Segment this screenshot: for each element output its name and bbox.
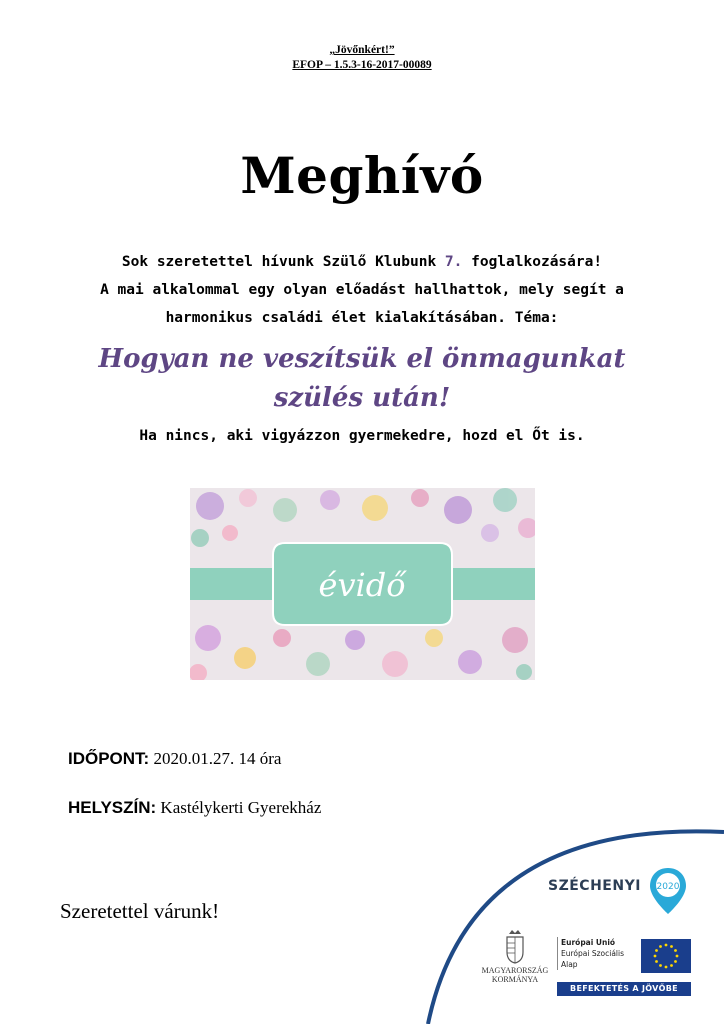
topic-line-2: szülés után! <box>273 383 451 413</box>
eu-flag-icon <box>641 939 691 973</box>
session-number: 7. <box>444 254 463 270</box>
intro-line-2: A mai alkalommal egy olyan előadást hallhattok, mely segít a <box>100 282 624 298</box>
eu-fund-text <box>557 937 639 970</box>
invest-in-future-banner: BEFEKTETÉS A JÖVŐBE <box>557 982 691 996</box>
government-line-1: MAGYARORSZÁG <box>481 966 549 975</box>
banner-text: évidő <box>318 566 406 604</box>
government-line-2: KORMÁNYA <box>491 975 539 984</box>
childcare-note: Ha nincs, aki vigyázzon gyermekedre, hozd el Őt is. <box>139 428 585 444</box>
place-value: Kastélykerti Gyerekház <box>160 798 322 817</box>
project-name: „Jövőnkért!” <box>329 44 395 56</box>
intro-line-1-post: foglalkozására! <box>462 254 603 270</box>
intro-line-1-pre: Sok szeretettel hívunk Szülő Klubunk <box>121 254 445 270</box>
topic-line-1: Hogyan ne veszítsük el önmagunkat <box>98 344 626 374</box>
place-label: HELYSZÍN: <box>68 798 157 817</box>
closing-text: Szeretettel várunk! <box>60 899 220 923</box>
government-logo <box>474 930 556 984</box>
project-code: EFOP – 1.5.3-16-2017-00089 <box>292 59 432 71</box>
eu-line-1: Európai Unió <box>561 938 616 947</box>
szechenyi-year: 2020 <box>656 882 680 892</box>
intro-line-3: harmonikus családi élet kialakításában. Téma: <box>165 310 559 326</box>
szechenyi-pin-icon <box>647 866 689 916</box>
time-label: IDŐPONT: <box>68 749 150 768</box>
eu-line-2: Európai Szociális <box>561 949 624 958</box>
page-title: Meghívó <box>240 146 484 205</box>
eu-line-3: Alap <box>561 960 578 969</box>
time-value: 2020.01.27. 14 óra <box>153 749 282 768</box>
coat-of-arms-icon <box>504 930 526 964</box>
szechenyi-logo-text: SZÉCHENYI <box>548 878 641 894</box>
